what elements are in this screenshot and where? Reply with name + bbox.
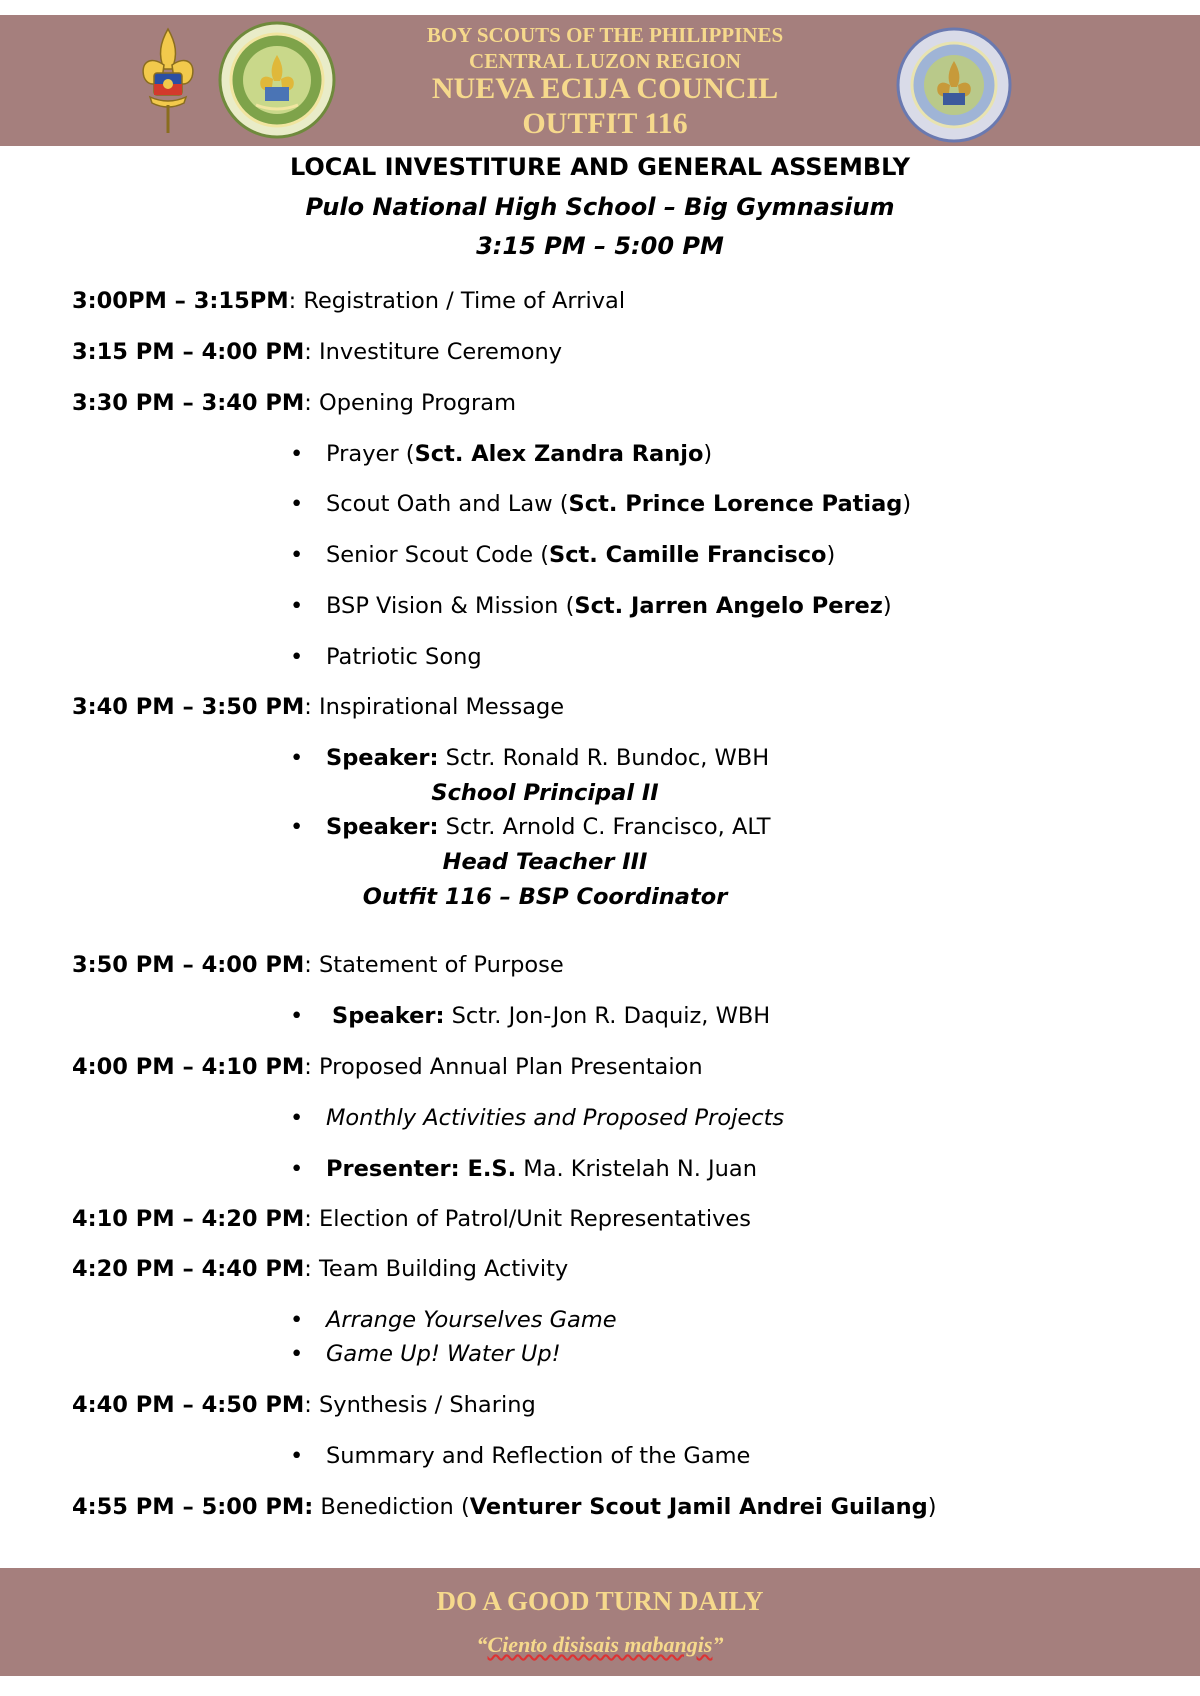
paren: )	[902, 491, 912, 517]
schedule-time: 3:00PM – 3:15PM	[72, 288, 289, 314]
speaker-name: Sctr. Ronald R. Bundoc, WBH	[438, 745, 770, 771]
presenter-label: Presenter: E.S.	[326, 1156, 517, 1182]
footer-quote	[0, 1632, 1200, 1658]
bullet-icon: •	[290, 542, 304, 568]
quote-mark: “	[476, 1632, 488, 1657]
header-banner	[0, 15, 1200, 146]
header-region: CENTRAL LUZON REGION	[469, 49, 741, 73]
schedule-activity: : Registration / Time of Arrival	[288, 288, 626, 314]
schedule-time: 4:10 PM – 4:20 PM	[72, 1206, 305, 1232]
synthesis-item: Summary and Reflection of the Game	[326, 1443, 751, 1469]
bullet-icon: •	[290, 491, 304, 517]
bullet-icon: •	[290, 1003, 304, 1029]
bullet-icon: •	[290, 441, 304, 467]
bullet-icon: •	[290, 745, 304, 771]
speaker-role: Outfit 116 – BSP Coordinator	[362, 884, 728, 910]
header-outfit: OUTFIT 116	[522, 107, 688, 140]
nueva-ecija-council-seal-icon	[896, 27, 1012, 143]
program-part: BSP Vision & Mission (	[326, 593, 575, 619]
event-venue: Pulo National High School – Big Gymnasium	[305, 193, 895, 221]
bullet-icon: •	[290, 814, 304, 840]
speaker-name: Sctr. Arnold C. Francisco, ALT	[438, 814, 771, 840]
program-part: Prayer (	[326, 441, 415, 467]
schedule-activity: : Synthesis / Sharing	[304, 1392, 536, 1418]
bullet-icon: •	[290, 1156, 304, 1182]
schedule-item	[72, 1054, 703, 1080]
program-person: Sct. Prince Lorence Patiag	[568, 491, 903, 517]
footer-motto: DO A GOOD TURN DAILY	[436, 1586, 764, 1616]
schedule-activity: : Investiture Ceremony	[304, 339, 563, 365]
schedule-activity: : Inspirational Message	[304, 694, 565, 720]
game-item: Arrange Yourselves Game	[326, 1307, 617, 1333]
header-council: NUEVA ECIJA COUNCIL	[431, 72, 779, 105]
schedule-activity: : Proposed Annual Plan Presentaion	[304, 1054, 703, 1080]
quote-mark: ”	[712, 1632, 724, 1657]
plan-item: Monthly Activities and Proposed Projects	[326, 1105, 785, 1131]
paren: )	[703, 441, 713, 467]
bullet-icon: •	[290, 1443, 304, 1469]
schedule-time: 3:40 PM – 3:50 PM	[72, 694, 305, 720]
speaker-role: School Principal II	[431, 780, 659, 806]
program-part: Scout Oath and Law (	[326, 491, 569, 517]
speaker-name: Sctr. Jon-Jon R. Daquiz, WBH	[444, 1003, 771, 1029]
quote-text: Ciento disisais mabangis	[487, 1632, 713, 1657]
speaker-label: Speaker:	[326, 814, 439, 840]
paren: )	[927, 1494, 937, 1520]
program-part: Senior Scout Code (	[326, 542, 549, 568]
presenter-name: Ma. Kristelah N. Juan	[516, 1156, 757, 1182]
schedule-item	[72, 1494, 937, 1520]
schedule-time: 4:00 PM – 4:10 PM	[72, 1054, 305, 1080]
program-person: Sct. Jarren Angelo Perez	[574, 593, 883, 619]
paren: )	[826, 542, 836, 568]
event-time: 3:15 PM – 5:00 PM	[476, 232, 724, 260]
bullet-icon: •	[290, 1341, 304, 1367]
schedule-item	[72, 952, 564, 978]
schedule-item	[72, 1206, 751, 1232]
schedule-activity: : Election of Patrol/Unit Representatives	[304, 1206, 751, 1232]
program-person: Sct. Camille Francisco	[549, 542, 827, 568]
schedule-person: Venturer Scout Jamil Andrei Guilang	[469, 1494, 928, 1520]
speaker-label: Speaker:	[326, 745, 439, 771]
bullet-icon: •	[290, 1105, 304, 1131]
speaker-role: Head Teacher III	[442, 849, 648, 875]
event-title: LOCAL INVESTITURE AND GENERAL ASSEMBLY	[289, 153, 911, 181]
bullet-icon: •	[290, 593, 304, 619]
schedule-time: 4:55 PM – 5:00 PM:	[72, 1494, 314, 1520]
schedule-item	[72, 339, 562, 365]
bullet-icon: •	[290, 644, 304, 670]
council-seal-icon	[218, 21, 336, 139]
schedule-activity: : Team Building Activity	[304, 1256, 569, 1282]
schedule-time: 4:20 PM – 4:40 PM	[72, 1256, 305, 1282]
footer-banner	[0, 1568, 1200, 1676]
schedule-item	[72, 694, 564, 720]
schedule-item	[72, 1256, 568, 1282]
schedule-time: 3:15 PM – 4:00 PM	[72, 339, 305, 365]
schedule-item	[72, 1392, 536, 1418]
scout-fleur-de-lis-icon	[136, 25, 200, 137]
schedule-item	[72, 390, 516, 416]
schedule-activity: : Statement of Purpose	[304, 952, 564, 978]
speaker-label: Speaker:	[332, 1003, 445, 1029]
program-person: Sct. Alex Zandra Ranjo	[414, 441, 704, 467]
schedule-time: 3:30 PM – 3:40 PM	[72, 390, 305, 416]
bullet-icon: •	[290, 1307, 304, 1333]
paren: )	[882, 593, 892, 619]
schedule-activity: : Opening Program	[304, 390, 516, 416]
game-item: Game Up! Water Up!	[326, 1341, 561, 1367]
program-part: Patriotic Song	[326, 644, 482, 670]
schedule-activity: Benediction (	[313, 1494, 470, 1520]
schedule-item	[72, 288, 625, 314]
header-org-name: BOY SCOUTS OF THE PHILIPPINES	[426, 23, 784, 47]
schedule-time: 4:40 PM – 4:50 PM	[72, 1392, 305, 1418]
schedule-time: 3:50 PM – 4:00 PM	[72, 952, 305, 978]
